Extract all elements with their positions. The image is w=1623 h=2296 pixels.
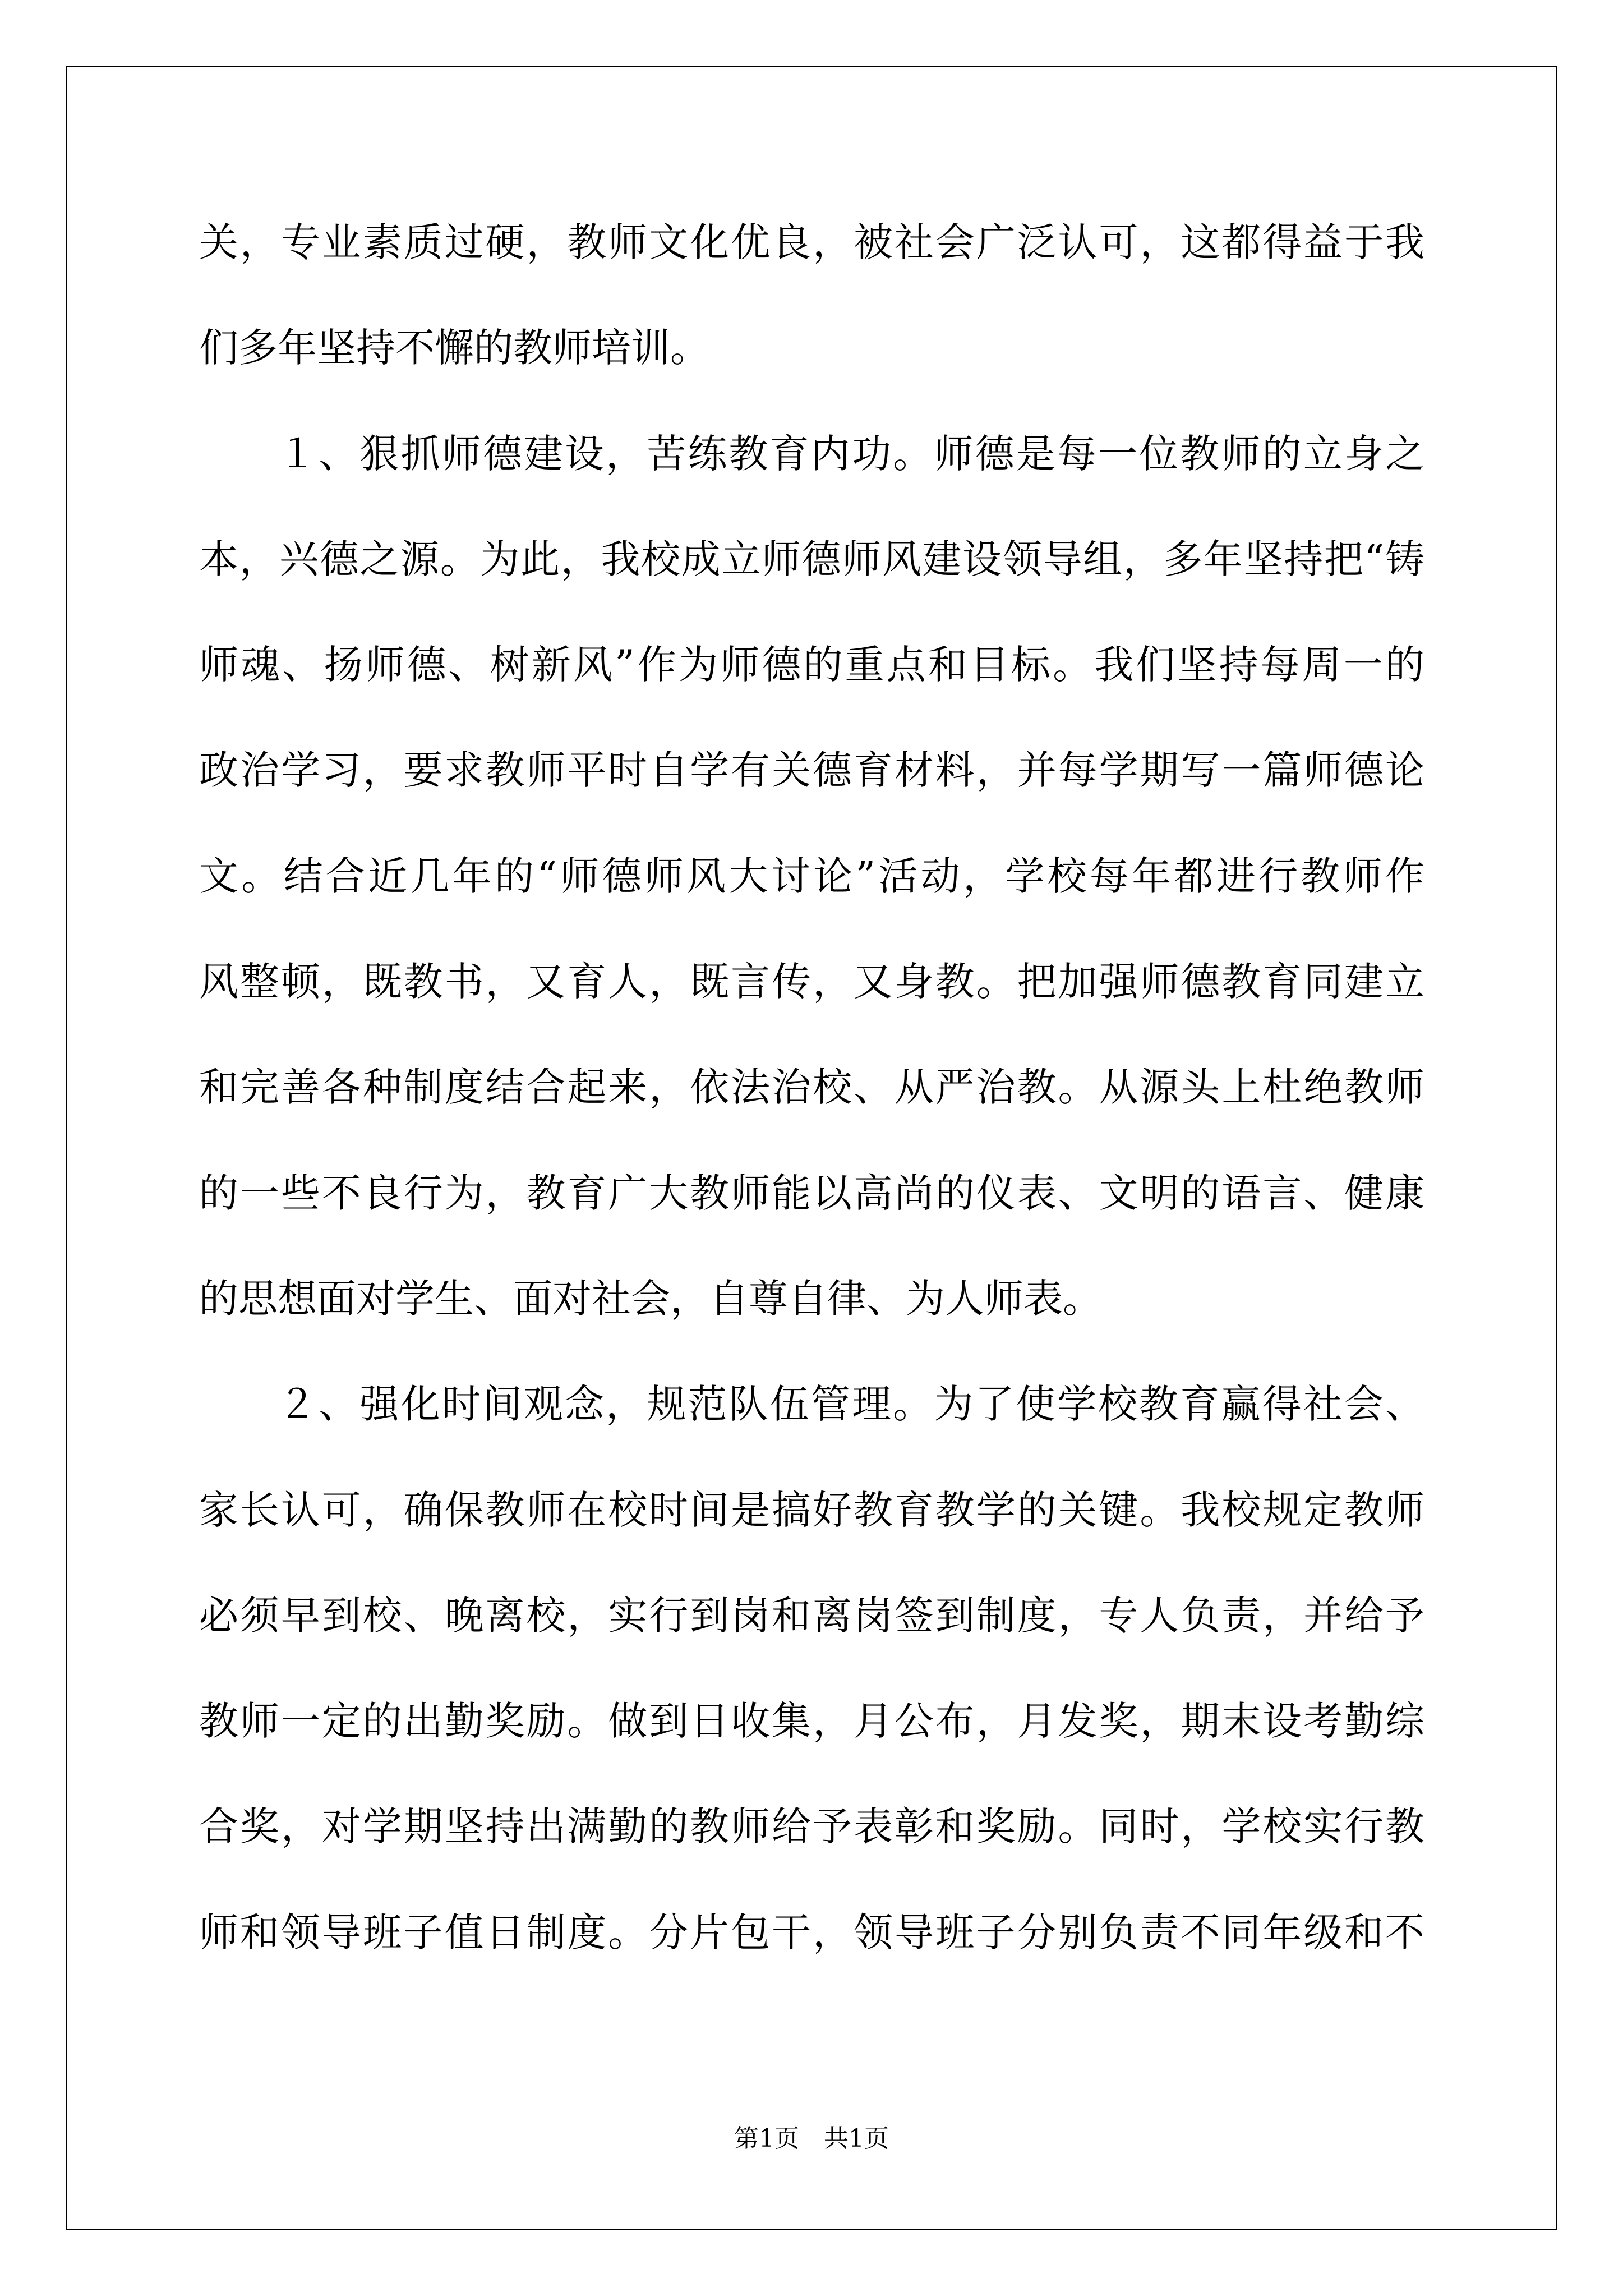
text-line: 家长认可，确保教师在校时间是搞好教育教学的关键。我校规定教师 [199, 1487, 1424, 1533]
text-line: 的思想面对学生、面对社会，自尊自律、为人师表。 [199, 1275, 1102, 1322]
text-line: 的一些不良行为，教育广大教师能以高尚的仪表、文明的语言、健康 [199, 1170, 1424, 1216]
paragraph-2-first-line: ２、强化时间观念，规范队伍管理。为了使学校教育赢得社会、 [278, 1381, 1424, 1428]
page-total: 共1页 [824, 2124, 889, 2153]
text-line: 师和领导班子值日制度。分片包干，领导班子分别负责不同年级和不 [199, 1909, 1424, 1955]
text-line: 本，兴德之源。为此，我校成立师德师风建设领导组，多年坚持把“铸 [199, 536, 1424, 582]
text-line: 政治学习，要求教师平时自学有关德育材料，并每学期写一篇师德论 [199, 747, 1424, 794]
text-line: 和完善各种制度结合起来，依法治校、从严治教。从源头上杜绝教师 [199, 1064, 1424, 1111]
page-footer [0, 2123, 1623, 2155]
text-line: 合奖，对学期坚持出满勤的教师给予表彰和奖励。同时，学校实行教 [199, 1803, 1424, 1850]
text-line: 文。结合近几年的“师德师风大讨论”活动，学校每年都进行教师作 [199, 853, 1424, 899]
text-line: 教师一定的出勤奖励。做到日收集，月公布，月发奖，期末设考勤综 [199, 1698, 1424, 1745]
text-line: 关，专业素质过硬，教师文化优良，被社会广泛认可，这都得益于我 [199, 219, 1424, 265]
page-number: 第1页 [734, 2124, 799, 2153]
document-body [199, 216, 1424, 2012]
text-line: 必须早到校、晚离校，实行到岗和离岗签到制度，专人负责，并给予 [199, 1592, 1424, 1639]
text-line: 师魂、扬师德、树新风”作为师德的重点和目标。我们坚持每周一的 [199, 642, 1424, 688]
paragraph-1-first-line: １、狠抓师德建设，苦练教育内功。师德是每一位教师的立身之 [278, 430, 1424, 477]
text-line: 风整顿，既教书，又育人，既言传，又身教。把加强师德教育同建立 [199, 959, 1424, 1005]
text-line: 们多年坚持不懈的教师培训。 [199, 325, 709, 371]
